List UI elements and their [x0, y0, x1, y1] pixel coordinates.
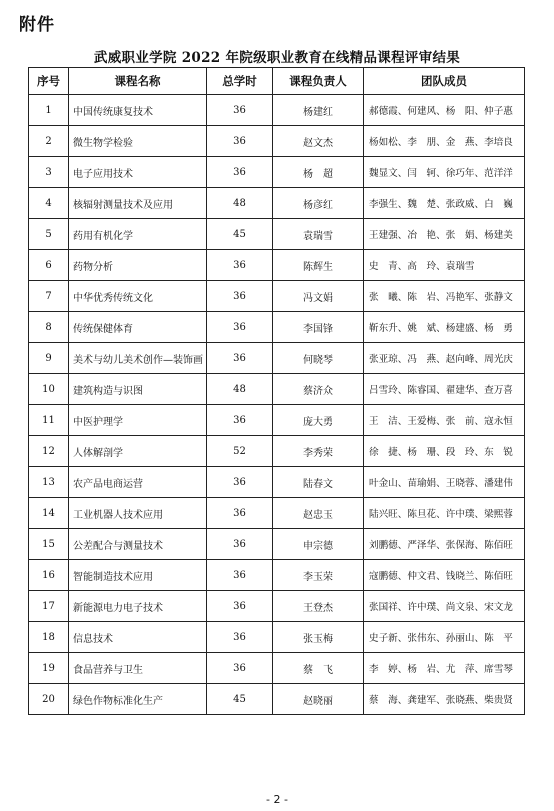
cell-course-lead: 赵文杰 — [273, 126, 364, 157]
cell-total-hours: 36 — [207, 281, 273, 312]
cell-course-name: 传统保健体育 — [69, 312, 207, 343]
table-row — [29, 95, 525, 126]
cell-team-members: 徐 捷、杨 珊、段 玲、东 锐 — [364, 436, 525, 467]
cell-number: 15 — [29, 529, 69, 560]
cell-number: 2 — [29, 126, 69, 157]
table-row — [29, 188, 525, 219]
cell-course-name: 公差配合与测量技术 — [69, 529, 207, 560]
table-row — [29, 498, 525, 529]
table-row — [29, 405, 525, 436]
cell-course-name: 药物分析 — [69, 250, 207, 281]
cell-total-hours: 36 — [207, 498, 273, 529]
cell-total-hours: 52 — [207, 436, 273, 467]
cell-number: 7 — [29, 281, 69, 312]
table-row — [29, 126, 525, 157]
table-row — [29, 219, 525, 250]
cell-total-hours: 36 — [207, 467, 273, 498]
cell-team-members: 李强生、魏 楚、张政威、白 巍 — [364, 188, 525, 219]
cell-number: 8 — [29, 312, 69, 343]
cell-course-name: 信息技术 — [69, 622, 207, 653]
cell-course-name: 绿色作物标准化生产 — [69, 684, 207, 715]
cell-total-hours: 45 — [207, 684, 273, 715]
table-row — [29, 653, 525, 684]
cell-team-members: 刘鹏德、严泽华、张保海、陈佰旺 — [364, 529, 525, 560]
cell-course-name: 美术与幼儿美术创作—装饰画 — [69, 343, 207, 374]
cell-course-lead: 杨 超 — [273, 157, 364, 188]
attachment-label: 附件 — [19, 15, 55, 35]
results-table — [28, 67, 525, 715]
cell-number: 13 — [29, 467, 69, 498]
cell-course-lead: 张玉梅 — [273, 622, 364, 653]
cell-team-members: 寇鹏德、仲文君、钱晓兰、陈佰旺 — [364, 560, 525, 591]
cell-number: 9 — [29, 343, 69, 374]
cell-course-lead: 冯文娟 — [273, 281, 364, 312]
cell-team-members: 叶金山、苗瑜娟、王晓蓉、潘建伟 — [364, 467, 525, 498]
cell-number: 10 — [29, 374, 69, 405]
cell-number: 12 — [29, 436, 69, 467]
cell-course-name: 核辐射测量技术及应用 — [69, 188, 207, 219]
cell-course-name: 建筑构造与识图 — [69, 374, 207, 405]
cell-total-hours: 36 — [207, 591, 273, 622]
cell-team-members: 杨如松、李 朋、金 燕、李培良 — [364, 126, 525, 157]
table-row — [29, 622, 525, 653]
cell-number: 4 — [29, 188, 69, 219]
cell-course-name: 中华优秀传统文化 — [69, 281, 207, 312]
table-row — [29, 467, 525, 498]
document-title: 武威职业学院 2022 年院级职业教育在线精品课程评审结果 — [93, 50, 461, 66]
cell-team-members: 吕雪玲、陈睿国、翟建华、查万喜 — [364, 374, 525, 405]
cell-course-name: 中医护理学 — [69, 405, 207, 436]
cell-total-hours: 36 — [207, 653, 273, 684]
cell-course-lead: 李国锋 — [273, 312, 364, 343]
cell-team-members: 王 洁、王爱梅、张 前、寇永恒 — [364, 405, 525, 436]
cell-course-name: 农产品电商运营 — [69, 467, 207, 498]
column-header-total-hours: 总学时 — [207, 68, 273, 95]
cell-total-hours: 36 — [207, 95, 273, 126]
cell-course-lead: 杨彦红 — [273, 188, 364, 219]
cell-course-name: 新能源电力电子技术 — [69, 591, 207, 622]
cell-course-lead: 李秀荣 — [273, 436, 364, 467]
cell-course-name: 食品营养与卫生 — [69, 653, 207, 684]
cell-team-members: 张 曦、陈 岩、冯艳军、张静文 — [364, 281, 525, 312]
cell-course-lead: 陆春文 — [273, 467, 364, 498]
cell-number: 19 — [29, 653, 69, 684]
cell-course-name: 工业机器人技术应用 — [69, 498, 207, 529]
cell-course-name: 药用有机化学 — [69, 219, 207, 250]
cell-number: 14 — [29, 498, 69, 529]
column-header-number: 序号 — [29, 68, 69, 95]
cell-course-lead: 赵晓丽 — [273, 684, 364, 715]
cell-team-members: 王建强、冶 艳、张 娟、杨建美 — [364, 219, 525, 250]
cell-number: 1 — [29, 95, 69, 126]
cell-course-lead: 李玉荣 — [273, 560, 364, 591]
table-body — [29, 95, 525, 715]
cell-team-members: 史 青、高 玲、袁瑞雪 — [364, 250, 525, 281]
cell-course-lead: 袁瑞雪 — [273, 219, 364, 250]
cell-number: 20 — [29, 684, 69, 715]
cell-total-hours: 36 — [207, 529, 273, 560]
table-row — [29, 312, 525, 343]
table-row — [29, 436, 525, 467]
cell-course-name: 智能制造技术应用 — [69, 560, 207, 591]
table-row — [29, 343, 525, 374]
column-header-team-members: 团队成员 — [364, 68, 525, 95]
cell-course-lead: 庞大勇 — [273, 405, 364, 436]
cell-course-lead: 王登杰 — [273, 591, 364, 622]
cell-total-hours: 48 — [207, 374, 273, 405]
table-row — [29, 157, 525, 188]
cell-total-hours: 48 — [207, 188, 273, 219]
cell-course-name: 中国传统康复技术 — [69, 95, 207, 126]
cell-number: 18 — [29, 622, 69, 653]
cell-team-members: 李 婷、杨 岩、尤 萍、席雪琴 — [364, 653, 525, 684]
cell-total-hours: 36 — [207, 126, 273, 157]
table-row — [29, 374, 525, 405]
cell-team-members: 张国祥、许中璞、尚文泉、宋文龙 — [364, 591, 525, 622]
table-row — [29, 250, 525, 281]
table-row — [29, 281, 525, 312]
cell-total-hours: 36 — [207, 157, 273, 188]
cell-team-members: 靳东升、姚 斌、杨建盛、杨 勇 — [364, 312, 525, 343]
cell-course-name: 微生物学检验 — [69, 126, 207, 157]
cell-total-hours: 36 — [207, 312, 273, 343]
cell-course-lead: 申宗德 — [273, 529, 364, 560]
table-row — [29, 560, 525, 591]
cell-team-members: 魏显文、闫 轲、徐巧年、范洋洋 — [364, 157, 525, 188]
cell-total-hours: 45 — [207, 219, 273, 250]
column-header-course-lead: 课程负责人 — [273, 68, 364, 95]
table-row — [29, 684, 525, 715]
cell-total-hours: 36 — [207, 405, 273, 436]
cell-course-lead: 赵忠玉 — [273, 498, 364, 529]
cell-number: 17 — [29, 591, 69, 622]
cell-course-lead: 蔡 飞 — [273, 653, 364, 684]
table-row — [29, 529, 525, 560]
cell-number: 5 — [29, 219, 69, 250]
table-header-row — [29, 68, 525, 95]
cell-total-hours: 36 — [207, 622, 273, 653]
cell-course-lead: 杨建红 — [273, 95, 364, 126]
table-row — [29, 591, 525, 622]
cell-total-hours: 36 — [207, 250, 273, 281]
cell-team-members: 史子新、张伟东、孙丽山、陈 平 — [364, 622, 525, 653]
cell-team-members: 郝德霞、何建风、杨 阳、仲子惠 — [364, 95, 525, 126]
cell-number: 11 — [29, 405, 69, 436]
cell-number: 16 — [29, 560, 69, 591]
cell-course-name: 电子应用技术 — [69, 157, 207, 188]
cell-team-members: 蔡 海、龚建军、张晓燕、柴贵贤 — [364, 684, 525, 715]
cell-number: 3 — [29, 157, 69, 188]
cell-team-members: 陆兴旺、陈旦花、许中璞、梁熙蓉 — [364, 498, 525, 529]
cell-total-hours: 36 — [207, 560, 273, 591]
column-header-course-name: 课程名称 — [69, 68, 207, 95]
cell-team-members: 张亚琼、冯 燕、赵向峰、周光庆 — [364, 343, 525, 374]
cell-course-lead: 陈辉生 — [273, 250, 364, 281]
cell-course-lead: 蔡济众 — [273, 374, 364, 405]
cell-total-hours: 36 — [207, 343, 273, 374]
cell-course-lead: 何晓琴 — [273, 343, 364, 374]
cell-course-name: 人体解剖学 — [69, 436, 207, 467]
cell-number: 6 — [29, 250, 69, 281]
page-number: - 2 - — [266, 793, 288, 806]
